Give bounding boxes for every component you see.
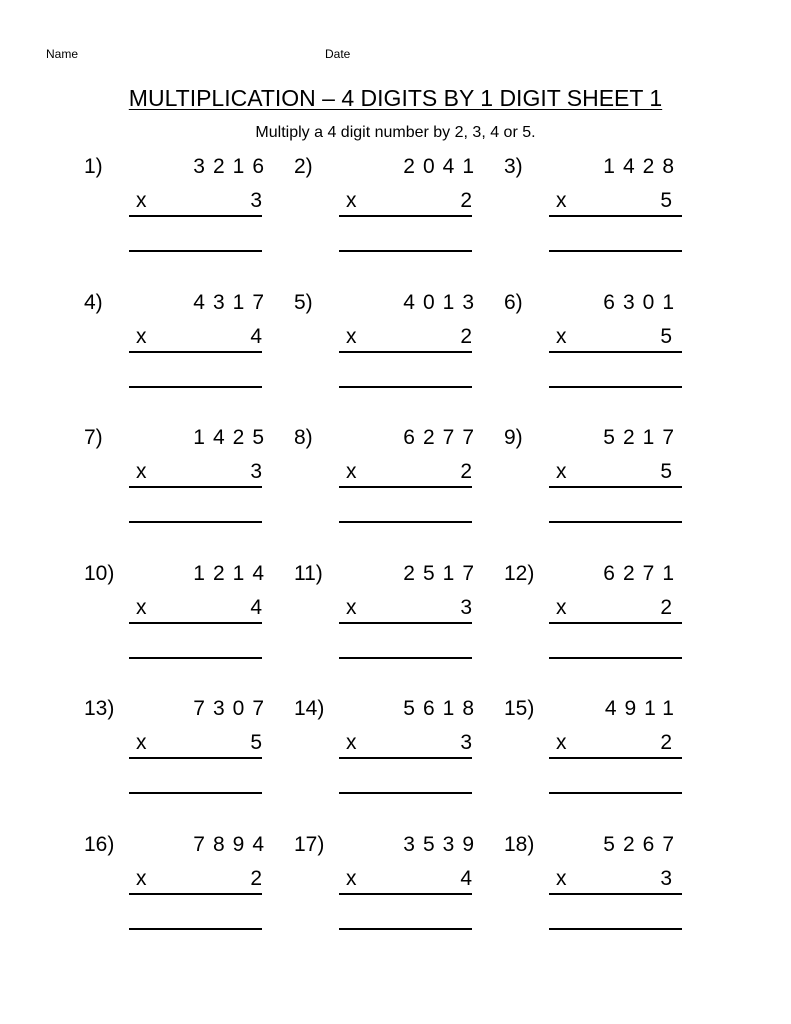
problem-number: 14) [294, 697, 325, 721]
product-rule-line [129, 486, 262, 488]
multiplier: 2 [660, 731, 672, 755]
product-rule-line [129, 622, 262, 624]
multiply-sign: x [556, 460, 567, 484]
problem-11 [294, 557, 504, 693]
problem-number: 11) [294, 561, 323, 585]
product-rule-line [339, 622, 472, 624]
problem-5 [294, 286, 504, 422]
multiplier: 3 [250, 460, 262, 484]
multiplicand: 4911 [604, 697, 682, 721]
multiplicand: 6301 [603, 290, 682, 314]
multiplicand: 1214 [193, 561, 272, 585]
problem-number: 10) [84, 561, 115, 585]
multiplicand: 5267 [603, 832, 682, 856]
multiplicand: 5217 [603, 426, 682, 450]
product-rule-line [549, 757, 682, 759]
answer-line [339, 928, 472, 930]
problem-7 [84, 421, 294, 557]
problem-12 [504, 557, 704, 693]
problem-15 [504, 692, 704, 828]
problem-2 [294, 150, 504, 286]
multiplier: 4 [460, 866, 472, 890]
product-rule-line [129, 215, 262, 217]
product-rule-line [549, 622, 682, 624]
multiplicand: 6271 [603, 561, 682, 585]
multiplier: 2 [660, 595, 672, 619]
problem-number: 5) [294, 290, 313, 314]
problem-number: 12) [504, 561, 535, 585]
answer-line [339, 657, 472, 659]
multiplier: 3 [660, 866, 672, 890]
product-rule-line [129, 893, 262, 895]
problem-number: 13) [84, 697, 115, 721]
date-label: Date [325, 47, 351, 61]
answer-line [129, 250, 262, 252]
product-rule-line [339, 215, 472, 217]
answer-line [549, 928, 682, 930]
multiplicand: 7307 [193, 697, 272, 721]
multiply-sign: x [136, 460, 147, 484]
multiplier: 5 [660, 324, 672, 348]
problem-10 [84, 557, 294, 693]
product-rule-line [549, 486, 682, 488]
problem-8 [294, 421, 504, 557]
problem-number: 9) [504, 426, 523, 450]
problem-13 [84, 692, 294, 828]
multiplicand: 2517 [403, 561, 482, 585]
multiply-sign: x [556, 866, 567, 890]
multiplier: 3 [460, 731, 472, 755]
multiplicand: 4013 [403, 290, 482, 314]
multiplier: 5 [660, 189, 672, 212]
product-rule-line [549, 893, 682, 895]
product-rule-line [129, 757, 262, 759]
product-rule-line [339, 486, 472, 488]
multiply-sign: x [556, 595, 567, 619]
product-rule-line [339, 351, 472, 353]
multiply-sign: x [136, 866, 147, 890]
problem-18 [504, 828, 704, 964]
problem-1 [84, 150, 294, 286]
product-rule-line [339, 757, 472, 759]
multiply-sign: x [556, 731, 567, 755]
multiplicand: 3539 [403, 832, 482, 856]
multiplier: 2 [460, 460, 472, 484]
multiply-sign: x [346, 324, 357, 348]
problem-3 [504, 150, 704, 286]
multiplier: 3 [250, 189, 262, 212]
worksheet-title-text: MULTIPLICATION – 4 DIGITS BY 1 DIGIT SHEET 1 [128, 85, 663, 111]
answer-line [549, 250, 682, 252]
multiply-sign: x [346, 866, 357, 890]
multiply-sign: x [346, 731, 357, 755]
multiplier: 2 [460, 324, 472, 348]
multiply-sign: x [136, 324, 147, 348]
multiplicand: 3216 [193, 155, 272, 178]
problem-14 [294, 692, 504, 828]
multiplier: 4 [250, 595, 262, 619]
multiplicand: 5618 [403, 697, 482, 721]
multiply-sign: x [346, 595, 357, 619]
multiplicand: 6277 [403, 426, 482, 450]
multiply-sign: x [556, 189, 567, 212]
multiply-sign: x [346, 460, 357, 484]
product-rule-line [549, 351, 682, 353]
worksheet-title [0, 84, 791, 112]
problem-number: 8) [294, 426, 313, 450]
multiplicand: 4317 [193, 290, 272, 314]
product-rule-line [549, 215, 682, 217]
problem-number: 18) [504, 832, 535, 856]
answer-line [549, 386, 682, 388]
problem-number: 4) [84, 290, 103, 314]
multiply-sign: x [136, 189, 147, 212]
problem-number: 3) [504, 155, 523, 178]
answer-line [339, 792, 472, 794]
problem-number: 7) [84, 426, 103, 450]
problem-number: 15) [504, 697, 535, 721]
multiplicand: 7894 [193, 832, 272, 856]
multiplicand: 1425 [193, 426, 272, 450]
multiplier: 2 [250, 866, 262, 890]
multiplier: 5 [660, 460, 672, 484]
name-label: Name [46, 47, 79, 61]
problem-number: 1) [84, 155, 103, 178]
multiply-sign: x [556, 324, 567, 348]
problem-9 [504, 421, 704, 557]
problem-grid [84, 150, 704, 950]
problem-number: 2) [294, 155, 313, 178]
worksheet-instructions: Multiply a 4 digit number by 2, 3, 4 or 5. [255, 124, 536, 141]
multiplier: 2 [460, 189, 472, 212]
multiply-sign: x [346, 189, 357, 212]
multiplicand: 2041 [403, 155, 482, 178]
answer-line [129, 792, 262, 794]
multiplicand: 1428 [603, 155, 682, 178]
problem-number: 17) [294, 832, 325, 856]
problem-number: 6) [504, 290, 523, 314]
multiplier: 3 [460, 595, 472, 619]
answer-line [549, 521, 682, 523]
answer-line [549, 792, 682, 794]
answer-line [339, 250, 472, 252]
answer-line [129, 386, 262, 388]
answer-line [339, 386, 472, 388]
problem-4 [84, 286, 294, 422]
multiply-sign: x [136, 595, 147, 619]
answer-line [549, 657, 682, 659]
multiplier: 5 [250, 731, 262, 755]
multiply-sign: x [136, 731, 147, 755]
product-rule-line [129, 351, 262, 353]
answer-line [129, 657, 262, 659]
answer-line [129, 928, 262, 930]
answer-line [339, 521, 472, 523]
problem-6 [504, 286, 704, 422]
answer-line [129, 521, 262, 523]
product-rule-line [339, 893, 472, 895]
multiplier: 4 [250, 324, 262, 348]
problem-17 [294, 828, 504, 964]
problem-number: 16) [84, 832, 115, 856]
problem-16 [84, 828, 294, 964]
